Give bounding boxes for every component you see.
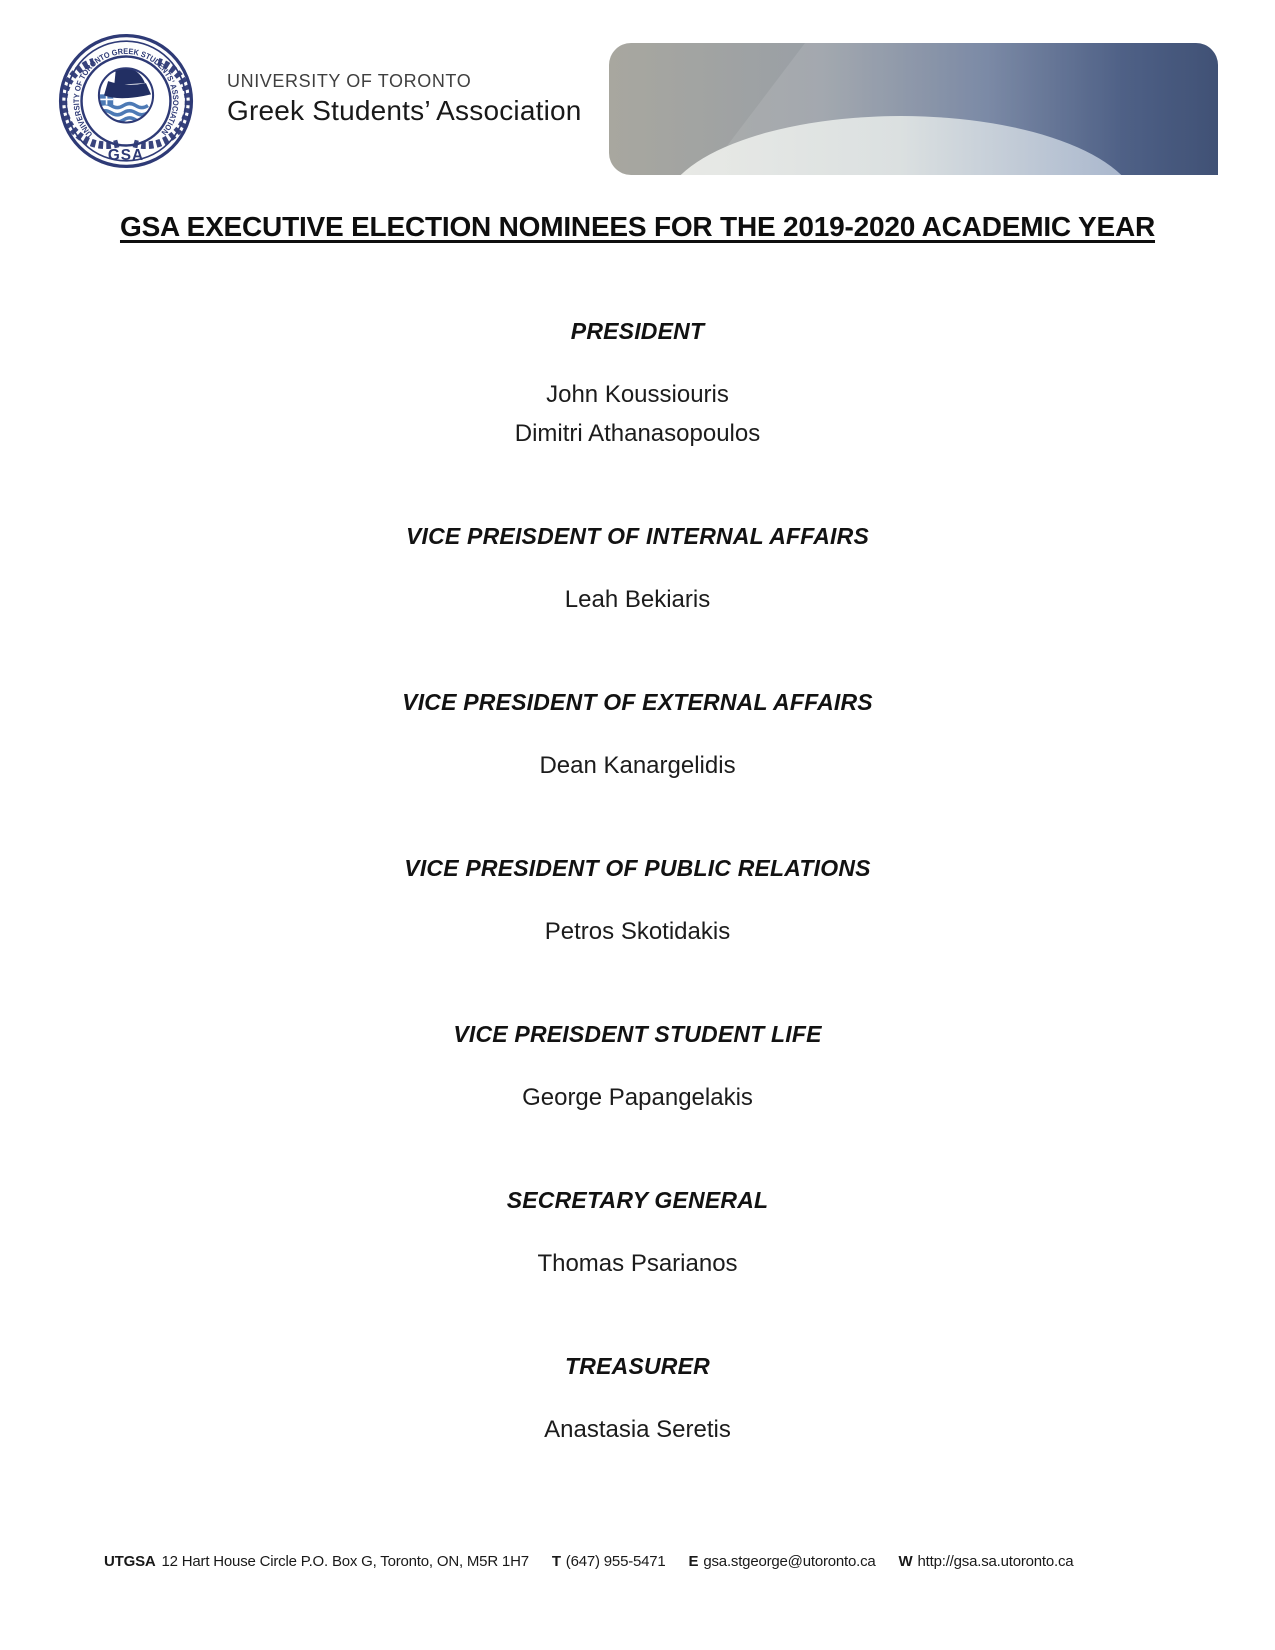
seal-ring-text: UNIVERSITY OF TORONTO GREEK STUDENTS’ ASSOCIATION	[71, 46, 181, 139]
section-heading-vp-external: VICE PRESIDENT OF EXTERNAL AFFAIRS	[402, 689, 873, 715]
nominee-name: Petros Skotidakis	[544, 918, 731, 945]
section-heading-vp-internal: VICE PREISDENT OF INTERNAL AFFAIRS	[405, 523, 869, 549]
footer-web-label: W	[898, 1553, 913, 1570]
nominee-name: John Koussiouris	[546, 381, 729, 408]
nominee-name: Dean Kanargelidis	[539, 752, 736, 779]
section-heading-vp-student-life: VICE PREISDENT STUDENT LIFE	[453, 1021, 822, 1047]
association-name: Greek Students’ Association	[227, 95, 582, 126]
nominee-name: Dimitri Athanasopoulos	[514, 420, 761, 447]
footer-org-abbrev: UTGSA	[104, 1553, 156, 1570]
seal-monogram: GSA	[107, 146, 145, 164]
footer-phone: (647) 955-5471	[565, 1553, 666, 1570]
section-heading-president: PRESIDENT	[570, 318, 705, 344]
header-banner-graphic	[609, 43, 1218, 175]
footer-email-label: E	[688, 1553, 699, 1570]
section-heading-treasurer: TREASURER	[565, 1353, 710, 1379]
nominee-name: Anastasia Seretis	[544, 1416, 731, 1443]
nominee-name: Leah Bekiaris	[564, 586, 711, 613]
footer-address: 12 Hart House Circle P.O. Box G, Toronto, ON, M5R 1H7	[161, 1553, 529, 1570]
gsa-seal-logo	[57, 32, 195, 170]
section-heading-vp-public-relations: VICE PRESIDENT OF PUBLIC RELATIONS	[404, 855, 871, 881]
org-name-block	[227, 72, 582, 125]
footer-email: gsa.stgeorge@utoronto.ca	[703, 1553, 876, 1570]
footer-contact-line	[104, 1553, 1073, 1570]
section-heading-secretary-general: SECRETARY GENERAL	[506, 1187, 769, 1213]
nominee-name: George Papangelakis	[522, 1084, 753, 1111]
nominee-name: Thomas Psarianos	[537, 1250, 738, 1277]
footer-phone-label: T	[551, 1553, 561, 1570]
footer-website: http://gsa.sa.utoronto.ca	[917, 1553, 1074, 1570]
university-name: UNIVERSITY OF TORONTO	[227, 71, 472, 91]
page-title: GSA EXECUTIVE ELECTION NOMINEES FOR THE 2019-2020 ACADEMIC YEAR	[119, 211, 1156, 242]
